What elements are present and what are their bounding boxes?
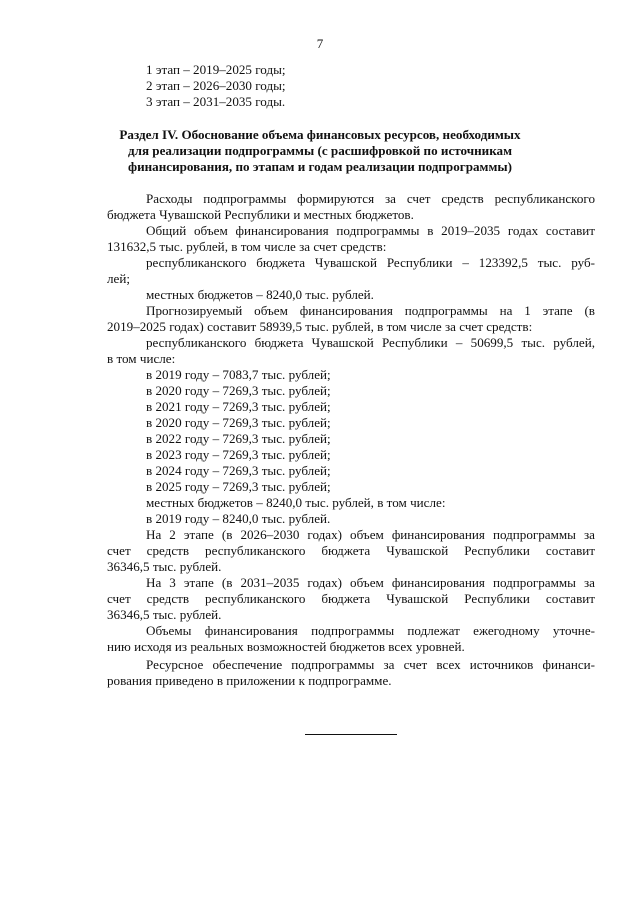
paragraph-6-line-1: республиканского бюджета Чувашской Республики – 50699,5 тыс. рублей, xyxy=(146,335,595,350)
year-item: в 2024 году – 7269,3 тыс. рублей; xyxy=(146,463,331,478)
paragraph-5-line-2: 2019–2025 годах) составит 58939,5 тыс. рублей, в том числе за счет средств: xyxy=(107,319,533,334)
paragraph-2-line-2: 131632,5 тыс. рублей, в том числе за счет средств: xyxy=(107,239,387,254)
year-item: в 2020 году – 7269,3 тыс. рублей; xyxy=(146,383,331,398)
paragraph-9-line-2: счет средств республиканского бюджета Чувашской Республики составит xyxy=(107,543,595,558)
paragraph-10-line-3: 36346,5 тыс. рублей. xyxy=(107,607,222,622)
paragraph-6-line-2: в том числе: xyxy=(107,351,176,366)
paragraph-3-line-2: лей; xyxy=(107,271,130,286)
paragraph-2-line-1: Общий объем финансирования подпрограммы в 2019–2035 годах составит xyxy=(146,223,595,238)
paragraph-4: местных бюджетов – 8240,0 тыс. рублей. xyxy=(146,287,374,302)
year-item: в 2020 году – 7269,3 тыс. рублей; xyxy=(146,415,331,430)
year-item: в 2025 году – 7269,3 тыс. рублей; xyxy=(146,479,331,494)
year-item: в 2022 году – 7269,3 тыс. рублей; xyxy=(146,431,331,446)
paragraph-9-line-1: На 2 этапе (в 2026–2030 годах) объем финансирования подпрограммы за xyxy=(146,527,595,542)
paragraph-11-line-1: Объемы финансирования подпрограммы подлежат ежегодному уточне- xyxy=(146,623,595,638)
section-heading-line-1: Раздел IV. Обоснование объема финансовых ресурсов, необходимых xyxy=(119,127,521,142)
paragraph-12-line-1: Ресурсное обеспечение подпрограммы за счет всех источников финанси- xyxy=(146,657,595,672)
section-heading-line-3: финансирования, по этапам и годам реализации подпрограммы) xyxy=(128,159,512,174)
section-heading-line-2: для реализации подпрограммы (с расшифровкой по источникам xyxy=(127,143,513,158)
paragraph-7: местных бюджетов – 8240,0 тыс. рублей, в том числе: xyxy=(146,495,446,510)
stage-3: 3 этап – 2031–2035 годы. xyxy=(146,94,286,109)
page-number: 7 xyxy=(316,36,324,51)
paragraph-10-line-2: счет средств республиканского бюджета Чувашской Республики составит xyxy=(107,591,595,606)
paragraph-10-line-1: На 3 этапе (в 2031–2035 годах) объем финансирования подпрограммы за xyxy=(146,575,595,590)
paragraph-9-line-3: 36346,5 тыс. рублей. xyxy=(107,559,222,574)
paragraph-8: в 2019 году – 8240,0 тыс. рублей. xyxy=(146,511,331,526)
paragraph-1-line-2: бюджета Чувашской Республики и местных бюджетов. xyxy=(107,207,414,222)
paragraph-3-line-1: республиканского бюджета Чувашской Республики – 123392,5 тыс. руб- xyxy=(146,255,595,270)
paragraph-1-line-1: Расходы подпрограммы формируются за счет средств республиканского xyxy=(146,191,595,206)
closing-divider xyxy=(305,734,397,735)
stage-1: 1 этап – 2019–2025 годы; xyxy=(146,62,286,77)
paragraph-12-line-2: рования приведено в приложении к подпрограмме. xyxy=(107,673,392,688)
paragraph-5-line-1: Прогнозируемый объем финансирования подпрограммы на 1 этапе (в xyxy=(146,303,595,318)
stage-2: 2 этап – 2026–2030 годы; xyxy=(146,78,286,93)
year-item: в 2021 году – 7269,3 тыс. рублей; xyxy=(146,399,331,414)
year-item: в 2019 году – 7083,7 тыс. рублей; xyxy=(146,367,331,382)
year-item: в 2023 году – 7269,3 тыс. рублей; xyxy=(146,447,331,462)
paragraph-11-line-2: нию исходя из реальных возможностей бюджетов всех уровней. xyxy=(107,639,465,654)
